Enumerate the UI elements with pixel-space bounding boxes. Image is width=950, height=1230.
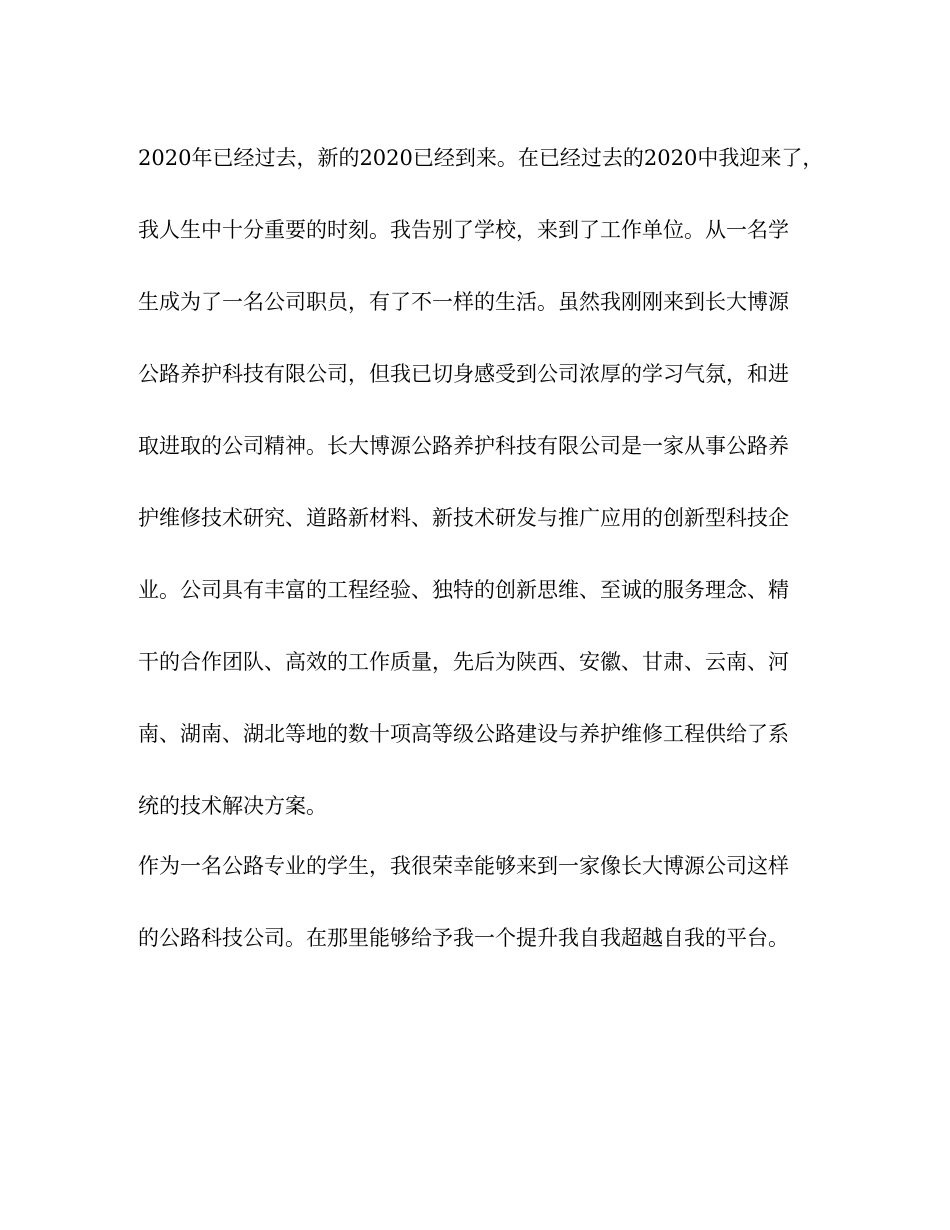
text-line: 业。公司具有丰富的工程经验、独特的创新思维、至诚的服务理念、精 <box>138 578 789 602</box>
text-line: 统的技术解决方案。 <box>138 794 327 818</box>
text-line: 作为一名公路专业的学生，我很荣幸能够来到一家像长大博源公司这样 <box>138 854 789 878</box>
text-line: 南、湖南、湖北等地的数十项高等级公路建设与养护维修工程供给了系 <box>138 722 789 746</box>
text-line: 的公路科技公司。在那里能够给予我一个提升我自我超越自我的平台。 <box>138 926 789 950</box>
text-line: 取进取的公司精神。长大博源公路养护科技有限公司是一家从事公路养 <box>138 434 789 458</box>
text-line: 护维修技术研究、道路新材料、新技术研发与推广应用的创新型科技企 <box>138 506 789 530</box>
text-line: 我人生中十分重要的时刻。我告别了学校，来到了工作单位。从一名学 <box>138 218 789 242</box>
paragraph-2 <box>138 844 838 988</box>
text-line: 公路养护科技有限公司，但我已切身感受到公司浓厚的学习气氛，和进 <box>138 362 789 386</box>
document-body <box>138 136 838 988</box>
text-line: 生成为了一名公司职员，有了不一样的生活。虽然我刚刚来到长大博源 <box>138 290 789 314</box>
text-line: 2020年已经过去，新的2020已经到来。在已经过去的2020中我迎来了， <box>138 146 824 170</box>
paragraph-1 <box>138 136 838 844</box>
text-line: 干的合作团队、高效的工作质量，先后为陕西、安徽、甘肃、云南、河 <box>138 650 789 674</box>
